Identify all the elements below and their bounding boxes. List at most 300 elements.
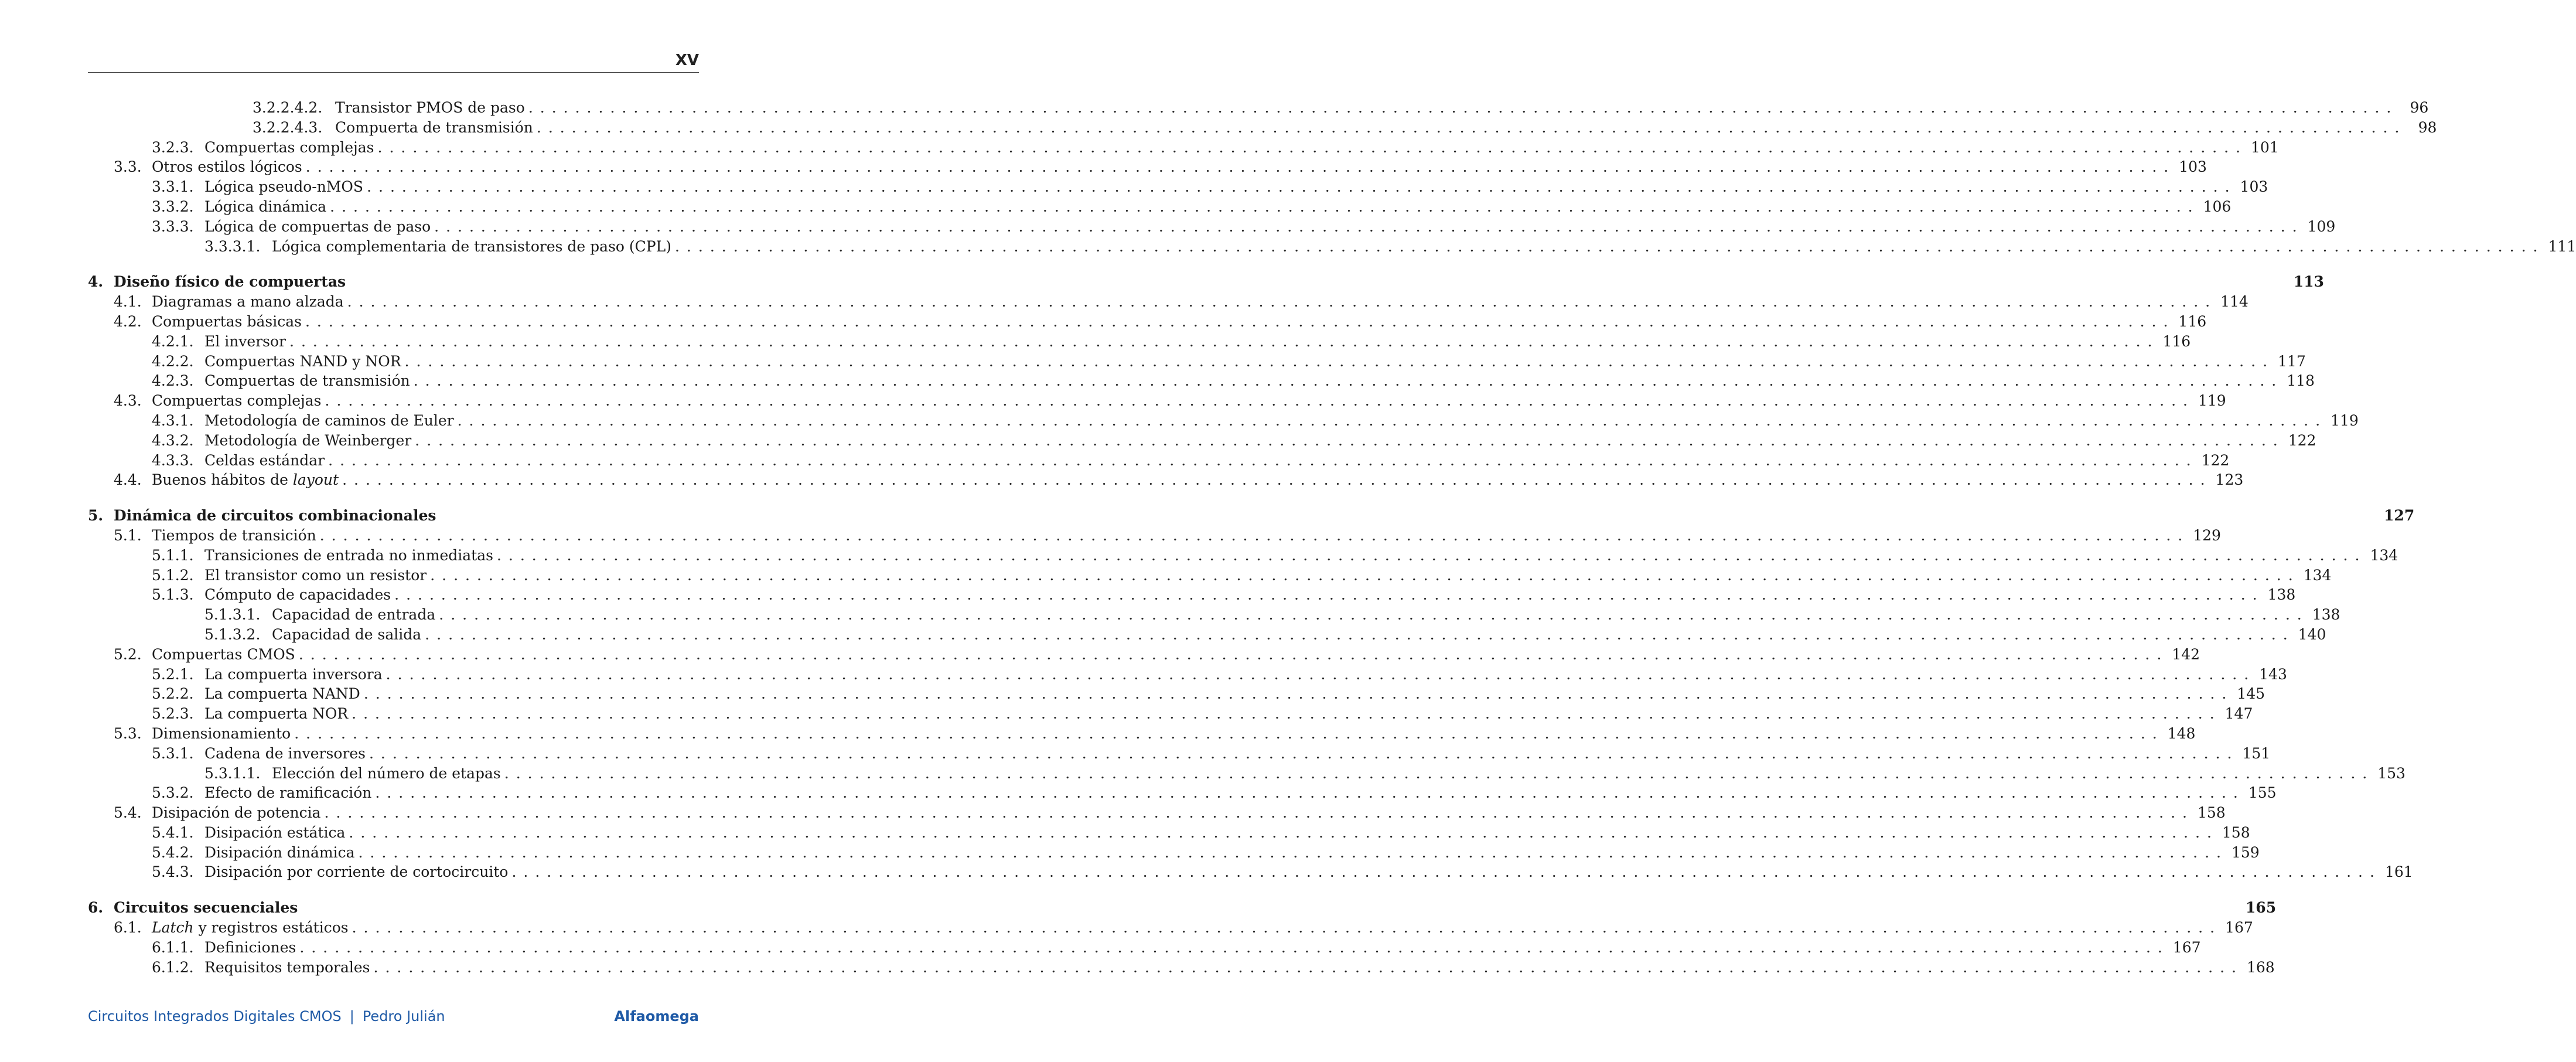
toc-entry-title-text: Disipación por corriente de cortocircuito (204, 863, 509, 881)
toc-entry-title (152, 312, 302, 332)
toc-entry-page: 113 (2293, 273, 2324, 291)
toc-entry-title-text: Elección del número de etapas (272, 764, 501, 782)
toc-entry-body (204, 704, 2253, 724)
toc-entry-body (204, 177, 2268, 197)
toc-entry-body (114, 272, 2324, 292)
toc-entry-title (204, 843, 354, 863)
publisher-logo: Alfaomega (614, 1008, 699, 1024)
toc-entry-title (152, 918, 349, 938)
toc-entry (88, 138, 2279, 158)
toc-entry-number: 4.2.2. (152, 352, 194, 370)
toc-entry-body (204, 823, 2250, 843)
toc-entry-body (204, 217, 2336, 237)
toc-chapter-entry (88, 506, 2415, 526)
toc-entry-title (204, 585, 391, 605)
toc-entry (88, 665, 2287, 685)
toc-entry-number: 6. (88, 899, 104, 917)
dot-leader: ................................................................................................................................................................ (349, 823, 2219, 841)
toc-entry-title-text: Disipación estática (204, 823, 346, 841)
toc-entry-page: 114 (2220, 293, 2249, 311)
toc-entry-title (152, 803, 321, 823)
toc-entry-number: 5.3.1. (152, 744, 194, 762)
toc-entry (88, 312, 2207, 332)
dot-leader: ................................................................................................................................................................ (415, 431, 2285, 449)
toc-entry-title-text: El inversor (204, 332, 286, 350)
toc-entry-number: 5.2.1. (152, 665, 194, 683)
dot-leader: ................................................................................................................................................................ (298, 645, 2169, 663)
toc-entry-body (114, 506, 2415, 526)
dot-leader: ................................................................................................................................................................ (434, 217, 2304, 235)
toc-entry-number: 5.4. (114, 804, 142, 822)
toc-entry-page: 159 (2231, 843, 2260, 861)
toc-entry-page: 165 (2245, 899, 2277, 917)
dot-leader: ................................................................................................................................................................ (536, 118, 2407, 136)
toc-entry-body (204, 958, 2275, 978)
toc-entry-body (152, 470, 2244, 490)
toc-entry-title-text: Dimensionamiento (152, 724, 291, 742)
dot-leader: ................................................................................................................................................................ (352, 705, 2222, 723)
toc-entry-title (204, 566, 427, 586)
toc-entry-number: 5.3.2. (152, 784, 194, 802)
toc-entry-title-text: Transistor PMOS de paso (335, 99, 525, 116)
dot-leader: ................................................................................................................................................................ (352, 919, 2222, 937)
dot-leader: ................................................................................................................................................................ (528, 99, 2398, 116)
toc-entry (88, 918, 2253, 938)
toc-entry-page: 138 (2312, 606, 2340, 624)
toc-entry-number: 5.4.1. (152, 823, 194, 841)
toc-entry-page: 148 (2167, 724, 2196, 742)
dot-leader: ................................................................................................................................................................ (373, 958, 2243, 976)
toc-entry-number: 3.3.1. (152, 178, 194, 196)
toc-entry-page: 142 (2172, 645, 2200, 663)
toc-entry (88, 862, 2413, 882)
toc-entry (88, 197, 2232, 217)
toc-entry (88, 958, 2275, 978)
toc-entry-number: 5.1.3. (152, 586, 194, 604)
toc-entry-page: 143 (2259, 665, 2287, 683)
dot-leader: ................................................................................................................................................................ (324, 804, 2194, 822)
toc-entry-number: 5.4.3. (152, 863, 194, 881)
toc-entry-title-italic: Latch (152, 919, 194, 937)
toc-entry-title (152, 724, 291, 744)
toc-entry-number: 6.1. (114, 919, 142, 937)
dot-leader: ................................................................................................................................................................ (358, 843, 2228, 861)
dot-leader: ................................................................................................................................................................ (328, 451, 2198, 469)
toc-entry (88, 98, 2429, 118)
toc-entry (88, 431, 2316, 451)
toc-entry (88, 938, 2201, 958)
toc-entry-number: 3.3.3.1. (204, 237, 261, 255)
toc-entry-page: 103 (2179, 158, 2207, 176)
toc-entry-page: 161 (2384, 863, 2413, 881)
toc-entry-page: 116 (2162, 332, 2191, 350)
toc-entry-title-text: Diseño físico de compuertas (114, 273, 346, 291)
toc-entry-number: 5.3. (114, 724, 142, 742)
toc-entry-body (114, 898, 2277, 918)
footer-separator: | (349, 1008, 354, 1024)
toc-entry (88, 803, 2226, 823)
toc-entry-body (152, 526, 2221, 546)
toc-entry-title-text: Lógica complementaria de transistores de paso (CPL) (272, 237, 671, 255)
toc-entry-title-text: Diagramas a mano alzada (152, 293, 344, 311)
toc-entry-title (204, 958, 370, 978)
header-rule (88, 72, 699, 73)
toc-entry-title-text: Compuertas de transmisión (204, 372, 410, 390)
toc-entry-page: 119 (2331, 411, 2359, 429)
dot-leader: ................................................................................................................................................................ (305, 312, 2175, 330)
toc-entry-title-text: Capacidad de salida (272, 625, 422, 643)
dot-leader: ................................................................................................................................................................ (299, 938, 2169, 956)
toc-entry-body (272, 237, 2576, 257)
toc-chapter-entry (88, 272, 2324, 292)
toc-entry-title-text: La compuerta NOR (204, 705, 349, 723)
dot-leader: ................................................................................................................................................................ (305, 158, 2176, 176)
toc-entry-title-text: Lógica dinámica (204, 198, 327, 215)
toc-entry-title (204, 744, 366, 764)
toc-entry-page: 129 (2193, 526, 2221, 544)
toc-entry-number: 4.2.1. (152, 332, 194, 350)
toc-entry-number: 5. (88, 507, 104, 525)
dot-leader: ................................................................................................................................................................ (289, 332, 2159, 350)
toc-entry-title-text: Compuertas NAND y NOR (204, 352, 401, 370)
toc-entry (88, 157, 2207, 177)
toc-entry-title (272, 625, 421, 645)
toc-entry-title (204, 665, 383, 685)
dot-leader: ................................................................................................................................................................ (342, 471, 2212, 489)
toc-entry-title-text: Buenos hábitos de (152, 471, 293, 489)
toc-entry-title (204, 371, 410, 391)
toc-entry-title (204, 217, 431, 237)
toc-entry-page: 101 (2251, 138, 2279, 156)
toc-entry-body (204, 938, 2201, 958)
toc-entry (88, 823, 2250, 843)
toc-entry-number: 4.3. (114, 392, 142, 410)
toc-entry-title-text: Transiciones de entrada no inmediatas (204, 546, 493, 564)
toc-entry-title (204, 704, 348, 724)
toc-entry-title-text: Compuertas CMOS (152, 645, 295, 663)
toc-entry-title (152, 526, 316, 546)
toc-entry-title (204, 823, 345, 843)
dot-leader: ................................................................................................................................................................ (319, 526, 2190, 544)
dot-leader: ................................................................................................................................................................ (496, 546, 2367, 564)
toc-entry (88, 237, 2576, 257)
toc-entry (88, 645, 2200, 665)
toc-entry-number: 5.2.3. (152, 705, 194, 723)
footer-book-title: Circuitos Integrados Digitales CMOS (88, 1008, 342, 1024)
toc-entry-body (204, 783, 2277, 803)
toc-entry-title-text: Disipación dinámica (204, 843, 355, 861)
toc-entry-body (204, 332, 2191, 352)
toc-entry-page: 116 (2178, 312, 2207, 330)
toc-entry-title-italic: layout (292, 471, 339, 489)
toc-entry-page: 147 (2224, 705, 2253, 723)
toc-entry (88, 585, 2296, 605)
toc-entry-body (152, 645, 2200, 665)
dot-leader: ................................................................................................................................................................ (363, 685, 2234, 703)
toc-entry-page: 127 (2384, 507, 2415, 525)
dot-leader: ................................................................................................................................................................ (367, 178, 2237, 196)
toc-chapter-entry (88, 898, 2277, 918)
toc-entry-body (204, 585, 2296, 605)
toc-entry-page: 145 (2237, 685, 2265, 703)
toc-entry-title (152, 157, 302, 177)
toc-entry-number: 3.3.3. (152, 217, 194, 235)
toc-entry-page: 123 (2215, 471, 2244, 489)
toc-entry-title-text: Compuerta de transmisión (335, 118, 533, 136)
toc-entry-body (335, 98, 2429, 118)
toc-entry (88, 605, 2340, 625)
toc-entry-title (114, 898, 298, 918)
toc-entry-page: 119 (2198, 392, 2226, 410)
toc-entry-number: 3.3.2. (152, 198, 194, 215)
toc-entry (88, 451, 2230, 471)
dot-leader: ................................................................................................................................................................ (413, 372, 2284, 390)
toc-entry (88, 352, 2306, 372)
toc-entry-number: 5.4.2. (152, 843, 194, 861)
toc-entry-title (204, 938, 296, 958)
toc-entry-body (152, 292, 2249, 312)
toc-entry-title (335, 118, 533, 138)
toc-entry-page: 106 (2203, 198, 2232, 215)
dot-leader: ................................................................................................................................................................ (425, 625, 2295, 643)
toc-entry-number: 3.2.2.4.2. (253, 99, 323, 116)
toc-entry-body (152, 391, 2226, 411)
toc-entry-title (204, 197, 326, 217)
toc-entry-page: 122 (2288, 431, 2316, 449)
dot-leader: ................................................................................................................................................................ (369, 744, 2239, 762)
toc-entry-title-text: y registros estáticos (193, 919, 349, 937)
toc-entry (88, 783, 2277, 803)
toc-entry-body (272, 625, 2326, 645)
toc-entry-page: 122 (2201, 451, 2230, 469)
toc-entry-title-text: Efecto de ramificación (204, 784, 372, 802)
toc-entry-body (204, 352, 2306, 372)
toc-entry-number: 4.3.3. (152, 451, 194, 469)
toc-entry-title-text: Disipación de potencia (152, 804, 321, 822)
footer-author: Pedro Julián (362, 1008, 445, 1024)
toc-entry-body (152, 157, 2207, 177)
toc-entry-title (114, 506, 436, 526)
toc-entry-body (204, 843, 2260, 863)
toc-entry-title-text: El transistor como un resistor (204, 566, 427, 584)
toc-entry (88, 724, 2196, 744)
dot-leader: ................................................................................................................................................................ (430, 566, 2300, 584)
toc-entry-number: 6.1.2. (152, 958, 194, 976)
dot-leader: ................................................................................................................................................................ (375, 784, 2245, 802)
toc-entry-page: 134 (2370, 546, 2398, 564)
toc-entry-number: 5.1.3.1. (204, 606, 261, 624)
toc-entry-number: 4.3.2. (152, 431, 194, 449)
toc-entry-number: 4.4. (114, 471, 142, 489)
toc-entry-body (152, 724, 2196, 744)
toc-entry-body (204, 371, 2315, 391)
toc-entry-body (335, 118, 2437, 138)
toc-entry-number: 5.1.3.2. (204, 625, 261, 643)
toc-entry-body (204, 684, 2265, 704)
toc-entry-title-text: Definiciones (204, 938, 296, 956)
toc-entry-title-text: Otros estilos lógicos (152, 158, 302, 176)
toc-entry-page: 117 (2278, 352, 2306, 370)
page-number: XV (675, 52, 699, 69)
toc-entry-title-text: Compuertas complejas (204, 138, 374, 156)
dot-leader: ................................................................................................................................................................ (394, 586, 2264, 604)
toc-entry-page: 109 (2307, 217, 2336, 235)
toc-entry-number: 5.1.1. (152, 546, 194, 564)
dot-leader: ................................................................................................................................................................ (377, 138, 2247, 156)
toc-entry-body (204, 197, 2232, 217)
toc-entry (88, 332, 2191, 352)
toc-entry-page: 96 (2410, 99, 2429, 116)
dot-leader: ................................................................................................................................................................ (457, 411, 2328, 429)
toc-entry-body (204, 744, 2271, 764)
toc-entry-body (152, 312, 2207, 332)
toc-entry-number: 4.2. (114, 312, 142, 330)
dot-leader: ................................................................................................................................................................ (347, 293, 2217, 311)
toc-entry-body (204, 665, 2287, 685)
toc-entry-title-text: Celdas estándar (204, 451, 325, 469)
toc-entry-title (152, 292, 344, 312)
toc-entry-title-text: Lógica de compuertas de paso (204, 217, 431, 235)
toc-entry-body (152, 803, 2226, 823)
toc-entry-body (204, 431, 2316, 451)
toc-entry-title (204, 684, 360, 704)
toc-entry (88, 411, 2359, 431)
toc-entry-page: 138 (2267, 586, 2296, 604)
toc-entry-body (204, 411, 2359, 431)
toc-entry (88, 371, 2315, 391)
toc-entry (88, 625, 2326, 645)
toc-entry (88, 764, 2406, 784)
toc-entry-body (204, 546, 2398, 566)
toc-entry-number: 6.1.1. (152, 938, 194, 956)
toc-entry-number: 4.3.1. (152, 411, 194, 429)
dot-leader: ................................................................................................................................................................ (330, 198, 2200, 215)
toc-entry-page: 168 (2246, 958, 2275, 976)
toc-entry-title (114, 272, 346, 292)
toc-entry-number: 4. (88, 273, 104, 291)
toc-entry-title (204, 862, 508, 882)
dot-leader: ................................................................................................................................................................ (439, 606, 2309, 624)
toc-entry (88, 546, 2398, 566)
toc-entry-title (204, 332, 286, 352)
dot-leader: ................................................................................................................................................................ (325, 392, 2195, 410)
toc-entry-page: 167 (2172, 938, 2201, 956)
toc-entry-page: 153 (2377, 764, 2406, 782)
toc-entry (88, 391, 2226, 411)
toc-entry-title-text: Tiempos de transición (152, 526, 316, 544)
toc-entry (88, 292, 2249, 312)
toc-entry-page: 103 (2240, 178, 2268, 196)
toc-entry-title-text: Cómputo de capacidades (204, 586, 391, 604)
toc-entry-page: 140 (2298, 625, 2326, 643)
toc-entry-body (204, 451, 2230, 471)
toc-entry-title-text: Lógica pseudo-nMOS (204, 178, 364, 196)
toc-entry-page: 118 (2287, 372, 2315, 390)
toc-entry-body (204, 862, 2413, 882)
toc-entry-title-text: Compuertas básicas (152, 312, 302, 330)
toc-entry-body (152, 918, 2253, 938)
toc-entry-title (204, 138, 374, 158)
toc-entry-title-text: Compuertas complejas (152, 392, 322, 410)
footer-left (88, 1008, 445, 1024)
toc-entry-number: 4.1. (114, 293, 142, 311)
toc-entry-title-text: Circuitos secuenciales (114, 899, 298, 917)
toc-entry-number: 4.2.3. (152, 372, 194, 390)
toc-entry-title-text: Metodología de Weinberger (204, 431, 412, 449)
dot-leader: ................................................................................................................................................................ (385, 665, 2256, 683)
toc-entry-page: 158 (2222, 823, 2250, 841)
toc-entry (88, 177, 2268, 197)
toc-entry (88, 684, 2265, 704)
toc-entry (88, 843, 2260, 863)
toc-entry (88, 118, 2437, 138)
page-footer (88, 1008, 699, 1029)
toc-entry-page: 155 (2248, 784, 2277, 802)
toc-entry-body (204, 566, 2332, 586)
toc-entry (88, 744, 2271, 764)
toc-entry-page: 98 (2418, 118, 2437, 136)
toc-entry-number: 3.2.2.4.3. (253, 118, 323, 136)
toc-entry (88, 217, 2336, 237)
toc-entry (88, 470, 2244, 490)
toc-entry-title (272, 605, 435, 625)
toc-entry-title (204, 352, 401, 372)
toc-entry-title (204, 177, 363, 197)
toc-entry-title (272, 764, 501, 784)
toc-entry-body (272, 764, 2406, 784)
toc-entry-title (204, 451, 325, 471)
toc-entry-title-text: Requisitos temporales (204, 958, 370, 976)
toc-entry-title-text: Dinámica de circuitos combinacionales (114, 507, 436, 525)
toc-entry-title-text: Capacidad de entrada (272, 606, 436, 624)
toc-entry-page: 134 (2303, 566, 2332, 584)
dot-leader: ................................................................................................................................................................ (511, 863, 2381, 881)
toc-entry-title (204, 546, 493, 566)
toc-entry-title-text: La compuerta inversora (204, 665, 383, 683)
toc-entry-title-text: Metodología de caminos de Euler (204, 411, 454, 429)
toc-entry-title (204, 431, 411, 451)
toc-entry (88, 526, 2221, 546)
toc-entry (88, 704, 2253, 724)
toc-entry-number: 5.1. (114, 526, 142, 544)
toc-entry-title (152, 391, 322, 411)
dot-leader: ................................................................................................................................................................ (404, 352, 2275, 370)
toc-entry (88, 566, 2332, 586)
toc-entry-number: 3.2.3. (152, 138, 194, 156)
toc-entry-title (272, 237, 671, 257)
toc-entry-number: 5.3.1.1. (204, 764, 261, 782)
dot-leader: ................................................................................................................................................................ (294, 724, 2164, 742)
toc-entry-title (335, 98, 525, 118)
toc-entry-number: 5.1.2. (152, 566, 194, 584)
toc-entry-body (204, 138, 2279, 158)
dot-leader: ................................................................................................................................................................ (504, 764, 2374, 782)
toc-entry-page: 158 (2198, 804, 2226, 822)
toc-entry-title-text: Cadena de inversores (204, 744, 366, 762)
toc-entry-title-text: La compuerta NAND (204, 685, 360, 703)
toc-entry-page: 111 (2548, 237, 2576, 255)
toc-entry-page: 151 (2242, 744, 2271, 762)
toc-entry-title (204, 783, 371, 803)
toc-entry-title (152, 470, 339, 490)
toc-entry-title (152, 645, 295, 665)
toc-entry-page: 167 (2225, 919, 2253, 937)
toc-entry-title (204, 411, 454, 431)
dot-leader: ................................................................................................................................................................ (674, 237, 2545, 255)
table-of-contents (88, 98, 2576, 977)
toc-entry-number: 5.2. (114, 645, 142, 663)
toc-entry-number: 5.2.2. (152, 685, 194, 703)
